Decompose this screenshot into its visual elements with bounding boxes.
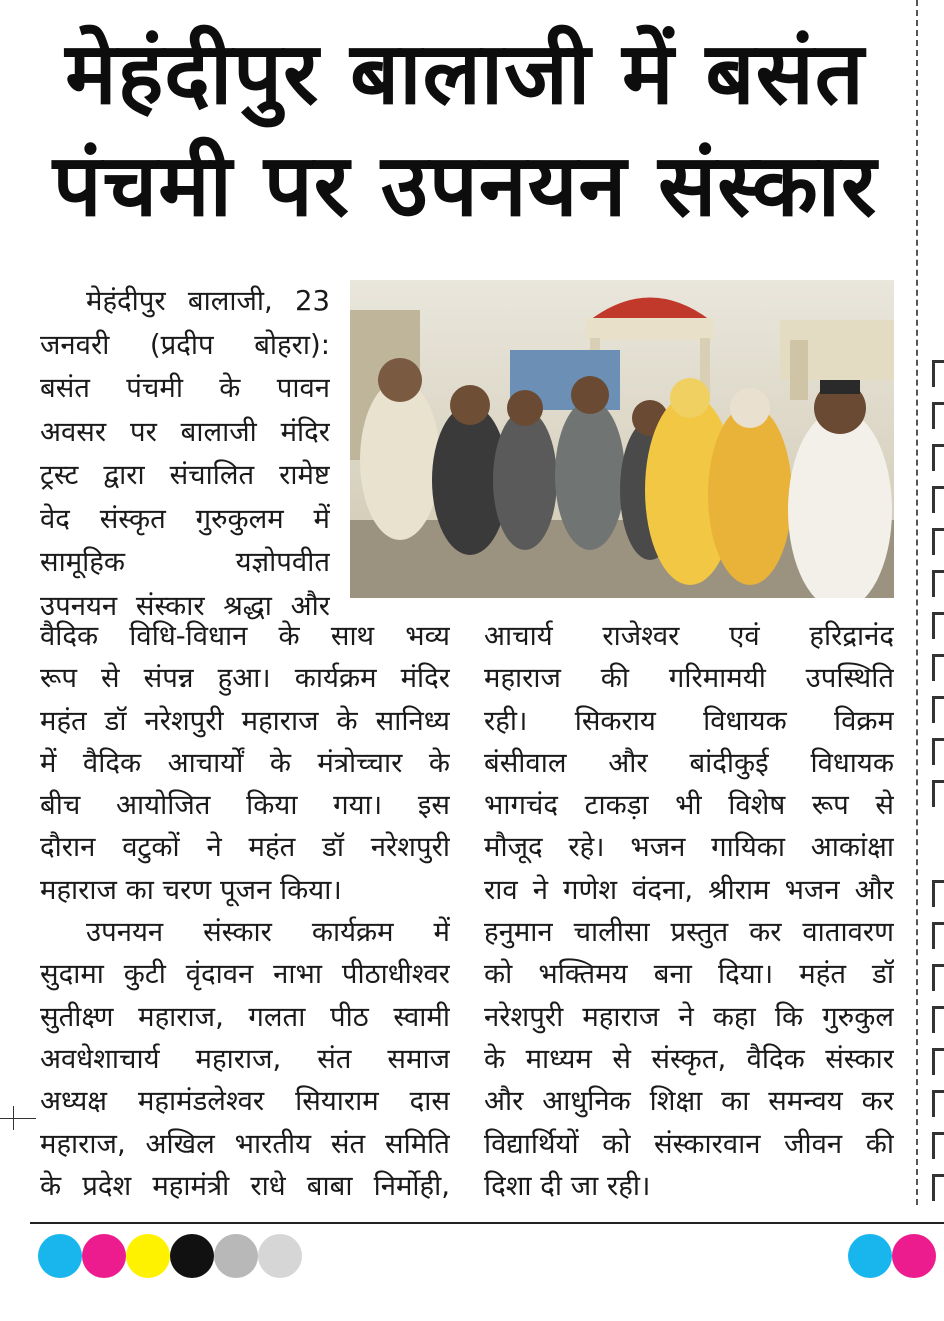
news-photo (350, 280, 894, 598)
photo-illustration (350, 280, 894, 598)
text-line: अध्यक्ष महामंडलेश्वर सियाराम दास (40, 1085, 450, 1118)
text-fragment (932, 486, 944, 513)
headline-line-1: मेहंदीपुर बालाजी में बसंत (65, 24, 865, 124)
text-fragment (932, 696, 944, 723)
text-line: में वैदिक आचार्यों के मंत्रोच्चार के (40, 746, 450, 779)
text-line: नरेशपुरी महाराज ने कहा कि गुरुकुल (484, 1000, 894, 1033)
text-fragment (932, 570, 944, 597)
body-column-left (40, 615, 450, 1207)
text-line: बीच आयोजित किया गया। इस (40, 789, 450, 822)
text-line: मेहंदीपुर बालाजी, 23 (86, 285, 330, 317)
headline (30, 18, 900, 242)
text-fragment (932, 612, 944, 639)
text-line: वेद संस्कृत गुरुकुलम में (40, 502, 330, 535)
text-line: के प्रदेश महामंत्री राधे बाबा निर्मोही, (40, 1169, 450, 1202)
text-line: जनवरी (प्रदीप बोहरा): (40, 328, 330, 361)
color-swatch (82, 1234, 126, 1278)
color-swatch (38, 1234, 82, 1278)
text-fragment (932, 922, 944, 949)
text-line: वैदिक विधि-विधान के साथ भव्य (40, 620, 450, 652)
adjacent-column-fragment (926, 0, 944, 1220)
text-line: महाराज की गरिमामयी उपस्थिति (484, 662, 894, 695)
text-fragment (932, 360, 944, 387)
text-line: रही। सिकराय विधायक विक्रम (484, 704, 894, 737)
text-line: अवधेशाचार्य महाराज, संत समाज (40, 1042, 450, 1075)
color-swatch (170, 1234, 214, 1278)
text-line: उपनयन संस्कार श्रद्धा और (40, 589, 330, 622)
text-line: सुदामा कुटी वृंदावन नाभा पीठाधीश्वर (40, 958, 450, 991)
column-divider (916, 0, 918, 1205)
color-swatch (214, 1234, 258, 1278)
text-line: महाराज का चरण पूजन किया। (40, 873, 342, 906)
color-swatch (848, 1234, 892, 1278)
text-line: सामूहिक यज्ञोपवीत (40, 546, 330, 578)
text-fragment (932, 964, 944, 991)
color-swatch (126, 1234, 170, 1278)
text-line: महाराज, अखिल भारतीय संत समिति (40, 1127, 450, 1160)
text-line: राव ने गणेश वंदना, श्रीराम भजन और (484, 873, 894, 906)
text-fragment (932, 780, 944, 807)
intro-text (40, 280, 330, 628)
color-swatch (258, 1234, 302, 1278)
text-fragment (932, 402, 944, 429)
text-fragment (932, 1090, 944, 1117)
text-line: को भक्तिमय बना दिया। महंत डॉ (484, 958, 894, 991)
color-swatch (892, 1234, 936, 1278)
text-line: दौरान वटुकों ने महंत डॉ नरेशपुरी (40, 831, 450, 864)
text-fragment (932, 654, 944, 681)
text-line: अवसर पर बालाजी मंदिर (40, 415, 330, 448)
text-line: विद्यार्थियों को संस्कारवान जीवन की (484, 1127, 894, 1160)
text-fragment (932, 528, 944, 555)
text-line: के माध्यम से संस्कृत, वैदिक संस्कार (484, 1042, 894, 1075)
text-line: रूप से संपन्न हुआ। कार्यक्रम मंदिर (40, 662, 450, 695)
headline-line-2: पंचमी पर उपनयन संस्कार (52, 136, 878, 236)
text-line: दिशा दी जा रही। (484, 1169, 651, 1202)
text-fragment (932, 1006, 944, 1033)
text-fragment (932, 1048, 944, 1075)
text-line: उपनयन संस्कार कार्यक्रम में (86, 916, 450, 949)
body-column-right (484, 615, 894, 1207)
bottom-rule (30, 1222, 944, 1224)
text-line: ट्रस्ट द्वारा संचालित रामेष्ट (40, 459, 330, 491)
text-line: महंत डॉ नरेशपुरी महाराज के सानिध्य (40, 704, 450, 737)
text-fragment (932, 1132, 944, 1159)
text-fragment (932, 1174, 944, 1201)
text-fragment (932, 738, 944, 765)
text-line: आचार्य राजेश्वर एवं हरिद्रानंद (484, 620, 894, 652)
text-line: भागचंद टाकड़ा भी विशेष रूप से (484, 789, 894, 822)
text-line: सुतीक्ष्ण महाराज, गलता पीठ स्वामी (40, 1000, 450, 1033)
text-line: और आधुनिक शिक्षा का समन्वय कर (484, 1085, 894, 1118)
text-line: हनुमान चालीसा प्रस्तुत कर वातावरण (484, 916, 894, 949)
text-fragment (932, 880, 944, 907)
text-line: बसंत पंचमी के पावन (40, 372, 330, 404)
text-line: मौजूद रहे। भजन गायिका आकांक्षा (484, 831, 894, 864)
registration-mark (0, 1118, 36, 1119)
text-fragment (932, 444, 944, 471)
text-line: बंसीवाल और बांदीकुई विधायक (484, 746, 894, 779)
